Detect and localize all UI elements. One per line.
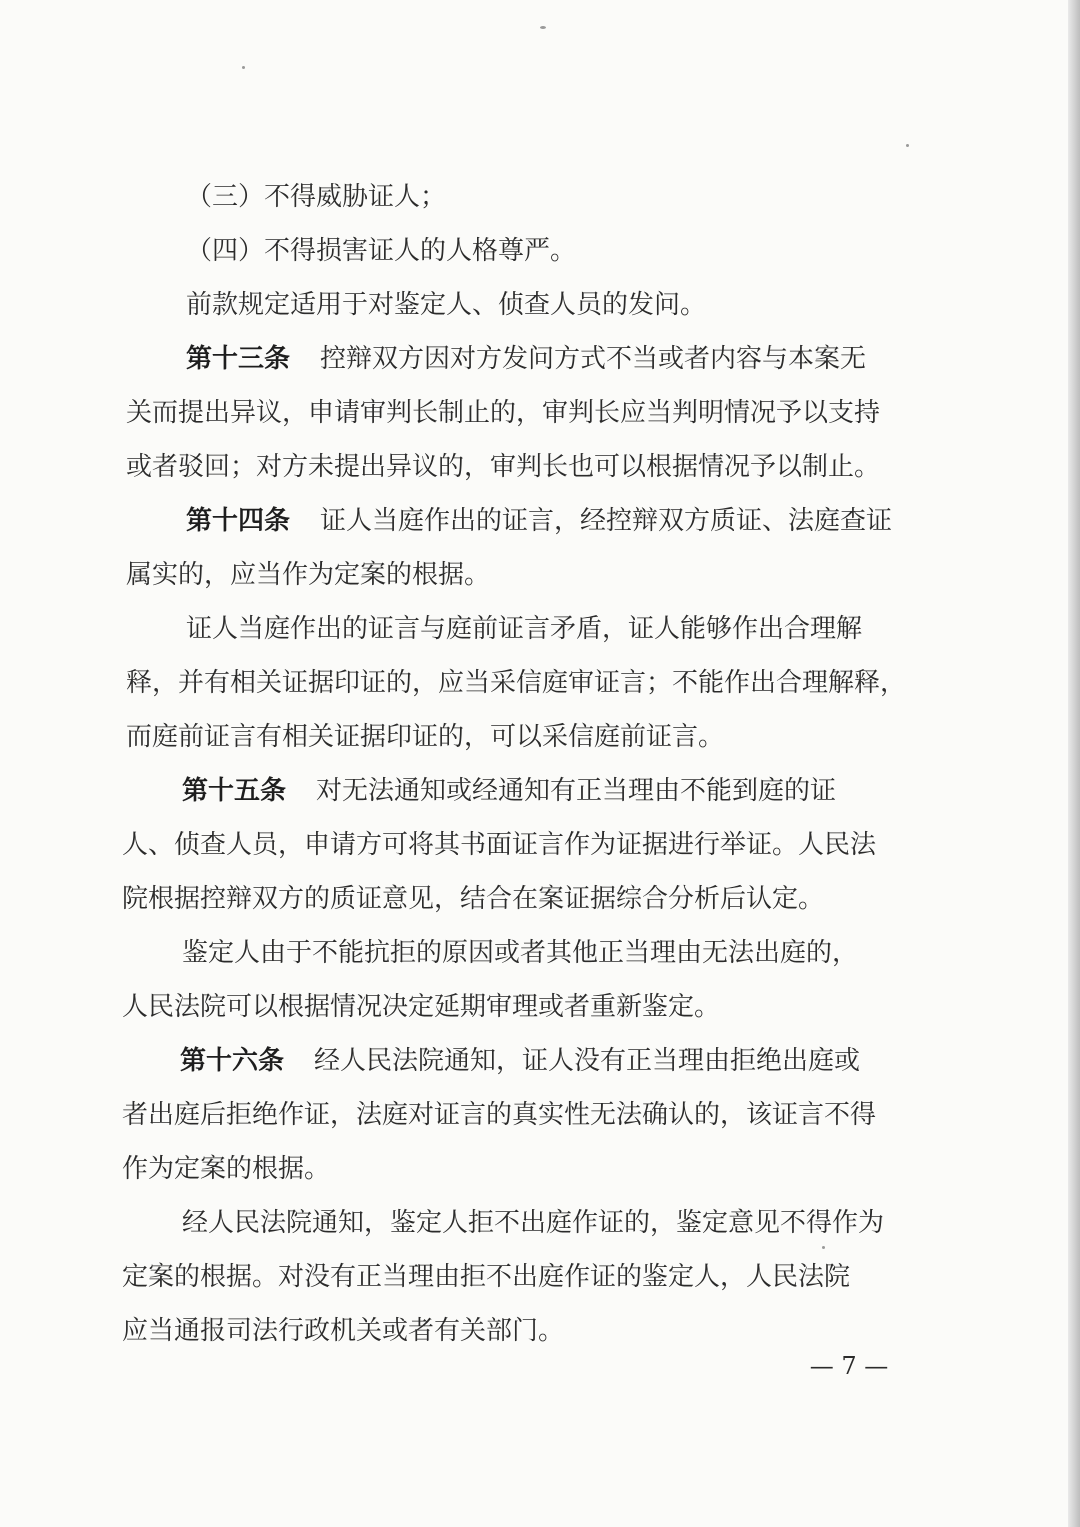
text-line [122,992,720,1022]
line-text: 定案的根据。对没有正当理由拒不出庭作证的鉴定人，人民法院 [122,1262,851,1292]
line-text: 应当通报司法行政机关或者有关部门。 [122,1316,565,1346]
text-line [122,1316,564,1346]
text-line [186,236,576,266]
article-heading: 第十三条 [186,344,291,374]
article-heading: 第十五条 [182,776,287,806]
line-text: （四）不得损害证人的人格尊严。 [186,236,577,266]
scan-edge [1068,0,1080,1527]
text-line [122,830,876,860]
text-line [186,614,862,644]
article-heading: 第十四条 [186,506,291,536]
text-line [186,290,706,320]
text-line [122,1100,876,1130]
scan-speck [906,144,909,147]
line-text: 院根据控辩双方的质证意见，结合在案证据综合分析后认定。 [122,884,825,914]
line-text: （三）不得威胁证人； [186,182,447,212]
line-text: 经人民法院通知，鉴定人拒不出庭作证的，鉴定意见不得作为 [182,1208,885,1238]
line-text: 证人当庭作出的证言，经控辩双方质证、法庭查证 [320,506,893,536]
text-line [186,344,866,374]
text-line [182,1208,884,1238]
scan-speck [540,26,546,29]
text-line [126,560,490,590]
text-line [182,776,836,806]
line-text: 前款规定适用于对鉴定人、侦查人员的发问。 [186,290,707,320]
scan-speck [822,1246,825,1249]
line-text: 对无法通知或经通知有正当理由不能到庭的证 [316,776,837,806]
line-text: 属实的，应当作为定案的根据。 [126,560,491,590]
text-line [122,1262,850,1292]
line-text: 关而提出异议，申请审判长制止的，审判长应当判明情况予以支持 [126,398,881,428]
text-line [126,398,880,428]
text-line [126,722,724,752]
text-line [122,1154,330,1184]
line-text: 控辩双方因对方发问方式不当或者内容与本案无 [320,344,867,374]
line-text: 或者驳回；对方未提出异议的，审判长也可以根据情况予以制止。 [126,452,881,482]
line-text: 人民法院可以根据情况决定延期审理或者重新鉴定。 [122,992,721,1022]
text-line [126,452,880,482]
text-line [122,884,824,914]
line-text: 人、侦查人员，申请方可将其书面证言作为证据进行举证。人民法 [122,830,877,860]
line-text: 鉴定人由于不能抗拒的原因或者其他正当理由无法出庭的， [182,938,859,968]
line-text: 证人当庭作出的证言与庭前证言矛盾，证人能够作出合理解 [186,614,863,644]
text-line [186,506,892,536]
text-line [182,938,858,968]
line-text: 而庭前证言有相关证据印证的，可以采信庭前证言。 [126,722,725,752]
line-text: 释，并有相关证据印证的，应当采信庭审证言；不能作出合理解释， [126,668,907,698]
article-heading: 第十六条 [180,1046,285,1076]
line-text: 作为定案的根据。 [122,1154,331,1184]
page-number: — 7 — [809,1352,889,1380]
text-line [180,1046,860,1076]
text-line [186,182,446,212]
line-text: 者出庭后拒绝作证，法庭对证言的真实性无法确认的，该证言不得 [122,1100,877,1130]
text-line [126,668,906,698]
line-text: 经人民法院通知，证人没有正当理由拒绝出庭或 [314,1046,861,1076]
scan-speck [242,66,245,69]
